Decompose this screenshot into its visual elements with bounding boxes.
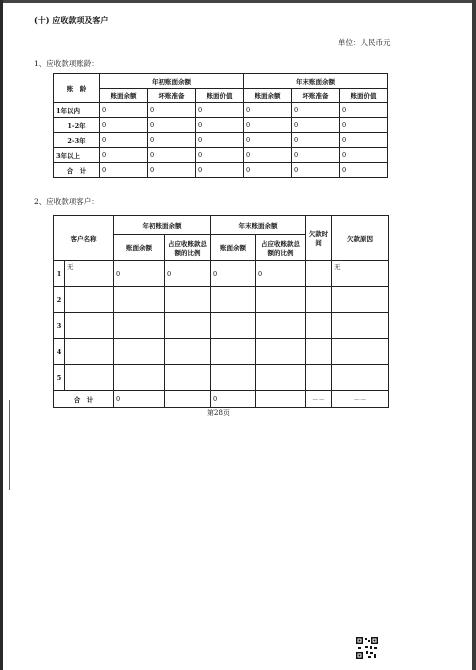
begin-balance-group-header: 年初账面余额 <box>100 74 244 89</box>
qr-code-icon <box>356 637 378 659</box>
cell: 0 <box>196 133 244 148</box>
table-row <box>54 339 389 365</box>
cell: 0 <box>256 261 306 287</box>
sub-header-balance: 账面余额 <box>211 235 256 261</box>
cell <box>211 313 256 339</box>
cell: 0 <box>100 148 148 163</box>
row-number: 5 <box>54 365 65 391</box>
cell: 0 <box>340 148 388 163</box>
customer-table <box>53 215 389 408</box>
page-edge-top <box>0 0 476 3</box>
table-row <box>54 365 389 391</box>
aging-label: 1年以内 <box>54 103 100 118</box>
cell <box>256 287 306 313</box>
row-number: 1 <box>54 261 65 287</box>
sub-header: 坏账准备 <box>148 89 196 103</box>
cell <box>165 313 211 339</box>
cell <box>114 287 165 313</box>
cell <box>165 339 211 365</box>
cell: 0 <box>292 163 340 178</box>
cell: 0 <box>340 118 388 133</box>
customer-name <box>65 365 114 391</box>
sub-header: 账面价值 <box>196 89 244 103</box>
cell: 0 <box>196 148 244 163</box>
unit-label: 单位：人民币元 <box>338 38 391 47</box>
aging-label: 3年以上 <box>54 148 100 163</box>
begin-balance-group-header: 年初账面余额 <box>114 216 211 235</box>
sub-header: 账面余额 <box>100 89 148 103</box>
table-row <box>54 103 388 118</box>
customer-total-label: 合 计 <box>54 391 114 408</box>
sub-header-balance: 账面余额 <box>114 235 165 261</box>
sub-header: 账面价值 <box>340 89 388 103</box>
cell: 0 <box>244 133 292 148</box>
cell: 0 <box>165 261 211 287</box>
end-balance-group-header: 年末账面余额 <box>211 216 306 235</box>
cell <box>306 365 332 391</box>
cell: 0 <box>100 163 148 178</box>
cell: 0 <box>244 118 292 133</box>
cell <box>256 339 306 365</box>
aging-label: 2-3年 <box>54 133 100 148</box>
cell <box>306 313 332 339</box>
sub-header-ratio: 占应收账款总额的比例 <box>165 235 211 261</box>
cell: 0 <box>100 118 148 133</box>
cell: 0 <box>292 103 340 118</box>
cell: 0 <box>100 103 148 118</box>
page-edge-left <box>0 0 3 670</box>
cell: 0 <box>148 133 196 148</box>
cell <box>114 365 165 391</box>
cell: 0 <box>340 163 388 178</box>
overdue-reason-header: 欠款原因 <box>332 216 389 261</box>
cell: 0 <box>211 261 256 287</box>
cell: 0 <box>148 103 196 118</box>
cell: 0 <box>292 118 340 133</box>
cell: 0 <box>244 103 292 118</box>
table-row <box>54 313 389 339</box>
cell: 0 <box>292 148 340 163</box>
cell <box>114 313 165 339</box>
table-row <box>54 118 388 133</box>
table-row-total <box>54 163 388 178</box>
aging-label: 1-2年 <box>54 118 100 133</box>
page-number: 第28页 <box>207 409 230 417</box>
customer-col-header: 客户名称 <box>54 216 114 261</box>
cell <box>306 339 332 365</box>
row-number: 4 <box>54 339 65 365</box>
sub-header: 账面余额 <box>244 89 292 103</box>
page-edge-right <box>472 0 476 670</box>
cell <box>332 313 389 339</box>
cell: 0 <box>114 261 165 287</box>
cell: －－ <box>306 391 332 408</box>
sub-header-ratio: 占应收账款总额的比例 <box>256 235 306 261</box>
aging-section-title: 1、应收款项账龄： <box>34 59 99 68</box>
cell <box>256 391 306 408</box>
cell: 0 <box>340 103 388 118</box>
cell: 0 <box>196 103 244 118</box>
cell: 0 <box>196 163 244 178</box>
cell <box>332 365 389 391</box>
cell <box>165 365 211 391</box>
cell <box>256 313 306 339</box>
cell <box>165 287 211 313</box>
table-row <box>54 148 388 163</box>
overdue-time-header: 欠款时间 <box>306 216 332 261</box>
cell <box>306 261 332 287</box>
aging-total-label: 合 计 <box>54 163 100 178</box>
table-row-total <box>54 391 389 408</box>
customer-name <box>65 287 114 313</box>
table-row <box>54 287 389 313</box>
cell <box>211 339 256 365</box>
table-row <box>54 261 389 287</box>
cell <box>114 339 165 365</box>
cell <box>211 365 256 391</box>
cell: 0 <box>148 148 196 163</box>
cell: 0 <box>148 118 196 133</box>
cell: 0 <box>148 163 196 178</box>
cell: －－ <box>332 391 389 408</box>
cell <box>306 287 332 313</box>
cell: 0 <box>244 163 292 178</box>
row-number: 2 <box>54 287 65 313</box>
sub-header: 坏账准备 <box>292 89 340 103</box>
cell: 0 <box>292 133 340 148</box>
cell <box>332 287 389 313</box>
aging-table <box>53 73 388 178</box>
end-balance-group-header: 年末账面余额 <box>244 74 388 89</box>
scan-edge-line <box>9 400 10 490</box>
cell: 0 <box>211 391 256 408</box>
cell <box>165 391 211 408</box>
aging-col-header: 账 龄 <box>54 74 100 103</box>
table-row <box>54 133 388 148</box>
cell: 0 <box>340 133 388 148</box>
customer-name <box>65 313 114 339</box>
cell <box>256 365 306 391</box>
row-number: 3 <box>54 313 65 339</box>
customer-name: 无 <box>65 261 114 287</box>
cell: 0 <box>114 391 165 408</box>
customer-section-title: 2、应收款项客户： <box>34 197 99 206</box>
cell <box>332 339 389 365</box>
cell <box>211 287 256 313</box>
customer-name <box>65 339 114 365</box>
cell: 0 <box>100 133 148 148</box>
section-heading: (十) 应收款项及客户 <box>34 15 109 25</box>
cell: 0 <box>196 118 244 133</box>
cell: 无 <box>332 261 389 287</box>
cell: 0 <box>244 148 292 163</box>
